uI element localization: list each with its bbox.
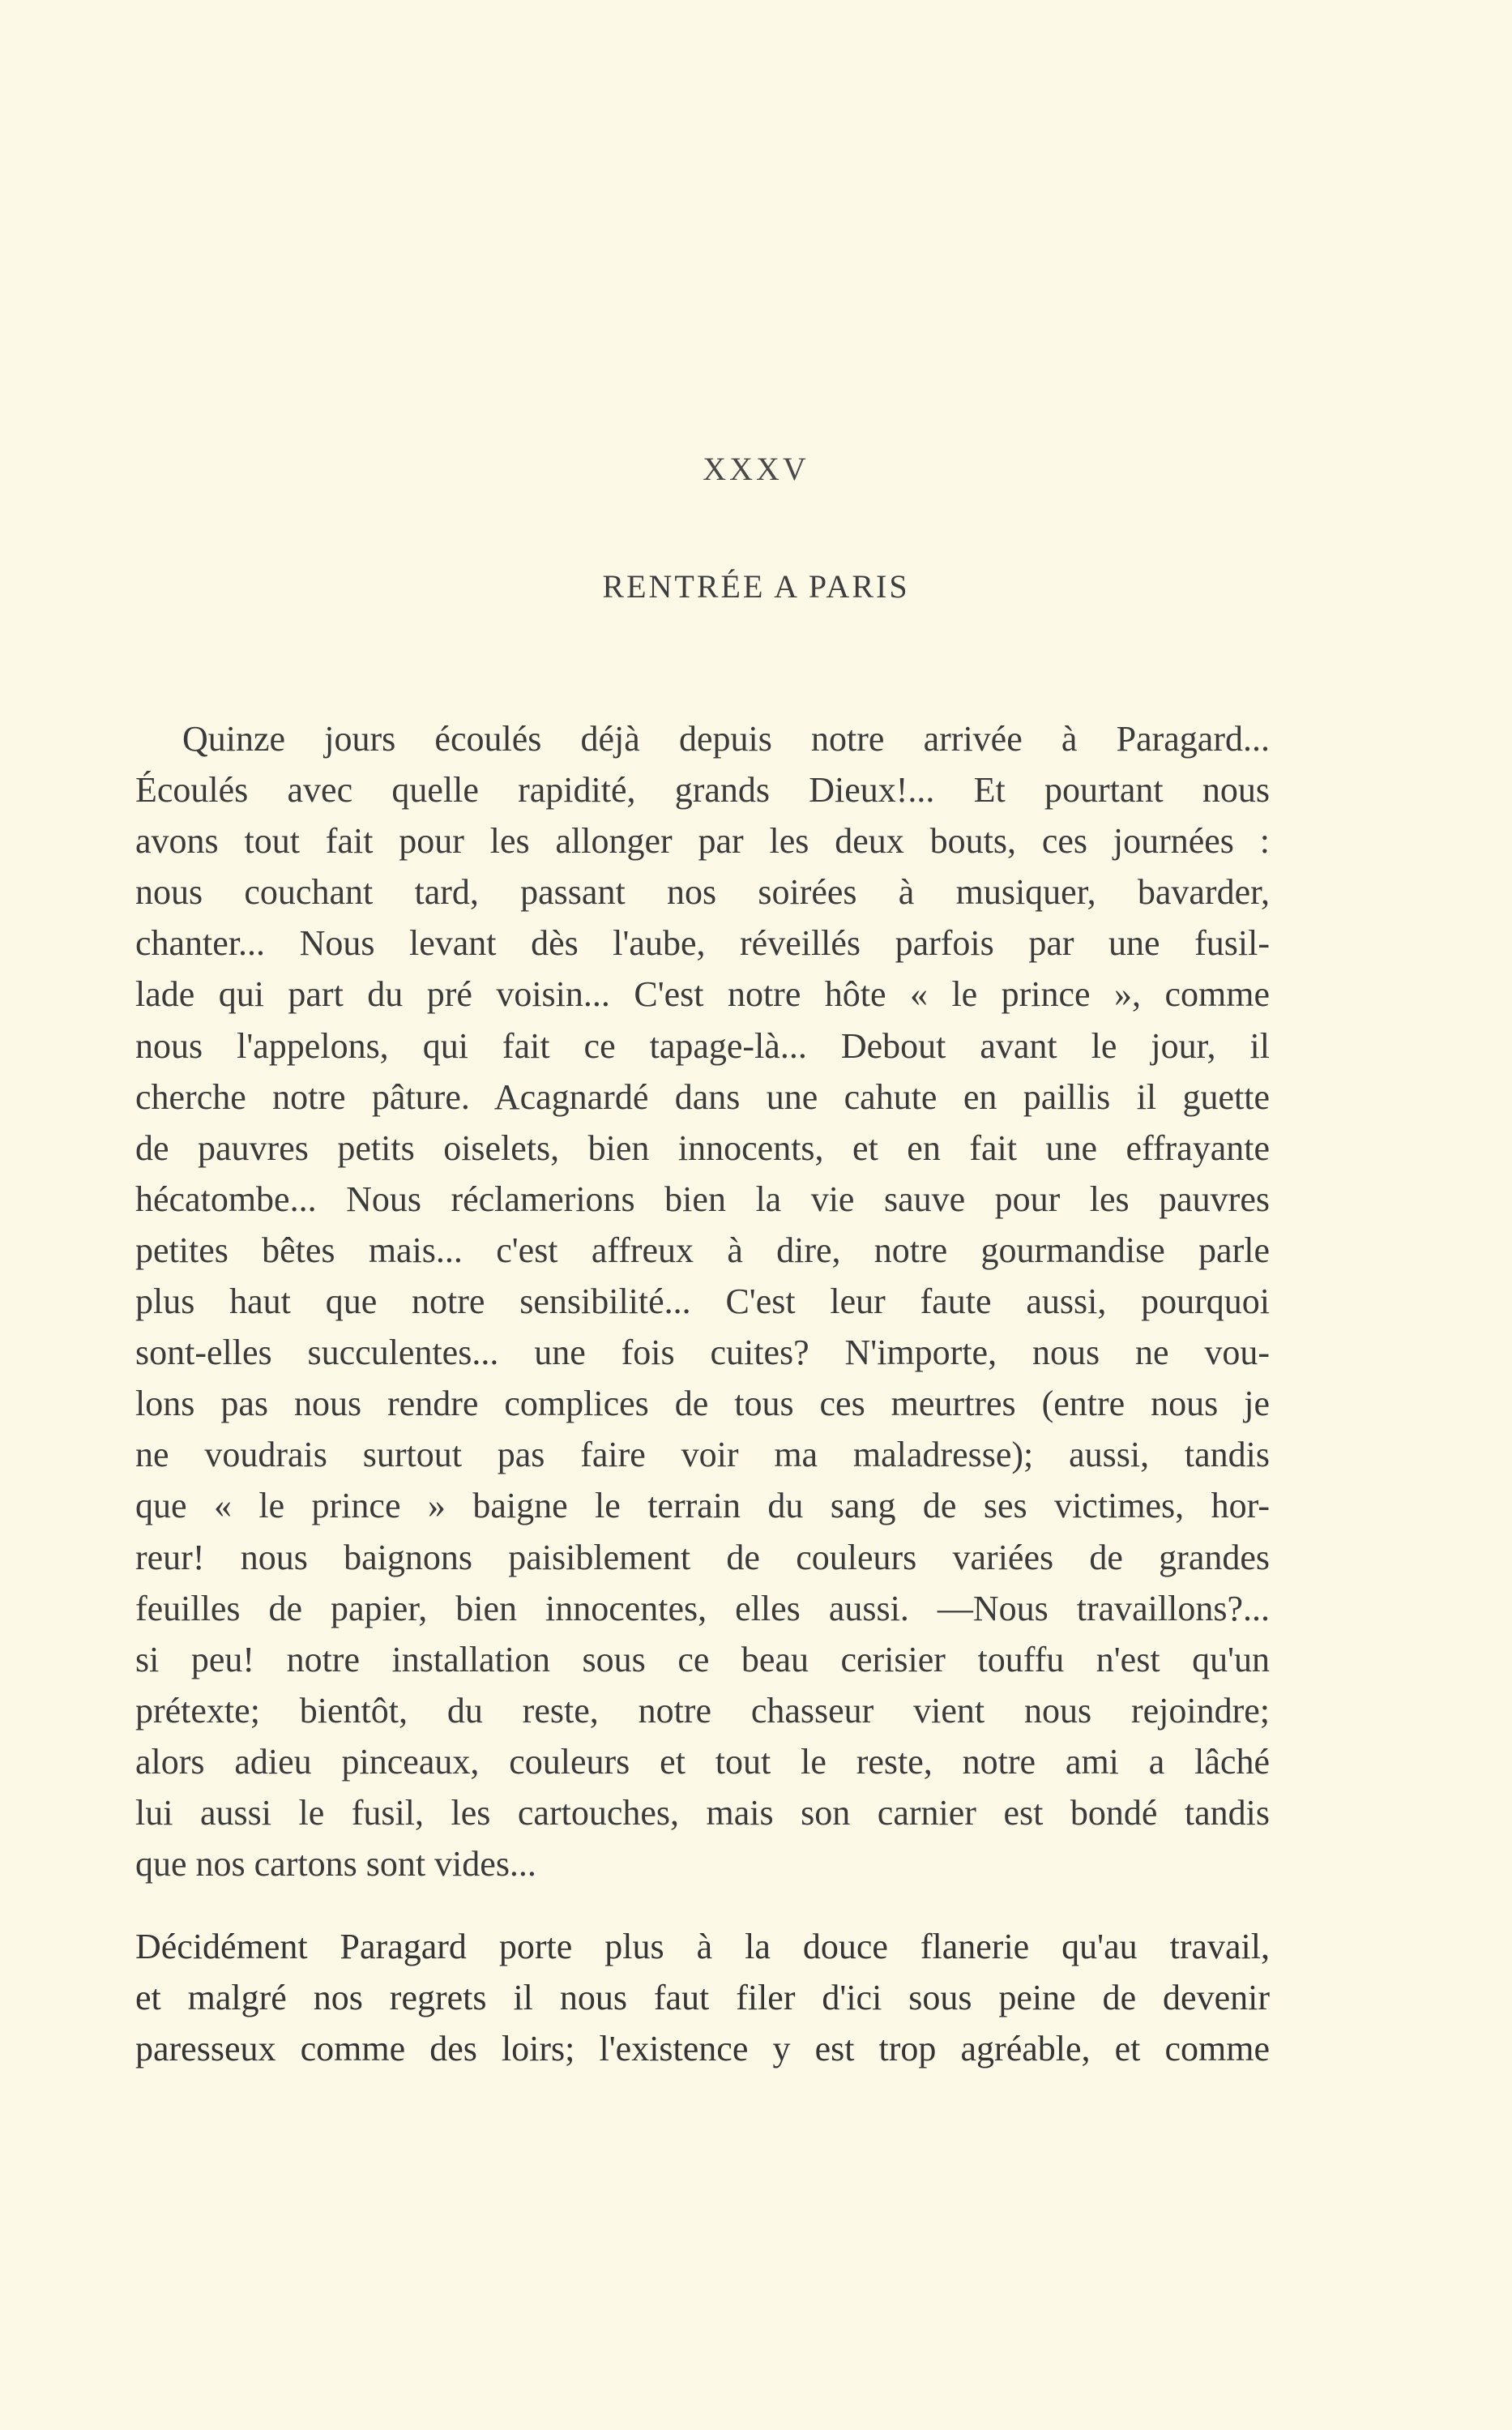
text-line: que nos cartons sont vides... [135,1844,536,1885]
text-line: Décidément Paragard porte plus à la douce flanerie qu'au travail, [135,1927,1270,1966]
text-line: Écoulés avec quelle rapidité, grands Dieux!... Et pourtant nous [135,770,1270,811]
text-line: prétexte; bientôt, du reste, notre chasseur vient nous rejoindre; [135,1690,1270,1731]
text-line: lade qui part du pré voisin... C'est notre hôte « le prince », comme [135,974,1270,1015]
text-line: paresseux comme des loirs; l'existence y est trop agréable, et comme [135,2029,1270,2069]
text-line: plus haut que notre sensibilité... C'est leur faute aussi, pourquoi [135,1281,1270,1322]
paragraph-1 [135,713,1270,1889]
text-line: alors adieu pinceaux, couleurs et tout le reste, notre ami a lâché [135,1741,1270,1782]
text-line: nous l'appelons, qui fait ce tapage-là... Debout avant le jour, il [135,1025,1270,1066]
text-line: et malgré nos regrets il nous faut filer d'ici sous peine de devenir [135,1978,1270,2018]
text-line: sont-elles succulentes... une fois cuites? N'importe, nous ne vou- [135,1333,1270,1373]
text-line: Quinze jours écoulés déjà depuis notre arrivée à Paragard... [182,719,1270,759]
text-line: chanter... Nous levant dès l'aube, réveillés parfois par une fusil- [135,923,1270,964]
text-line: reur! nous baignons paisiblement de couleurs variées de grandes [135,1537,1270,1577]
text-line: si peu! notre installation sous ce beau cerisier touffu n'est qu'un [135,1639,1270,1679]
text-line: ne voudrais surtout pas faire voir ma maladresse); aussi, tandis [135,1435,1270,1475]
text-line: hécatombe... Nous réclamerions bien la vie sauve pour les pauvres [135,1179,1270,1219]
text-line: avons tout fait pour les allonger par les deux bouts, ces journées : [135,821,1270,862]
text-line: lui aussi le fusil, les cartouches, mais son carnier est bondé tandis [135,1792,1270,1833]
text-line: cherche notre pâture. Acagnardé dans une cahute en paillis il guette [135,1076,1270,1117]
text-line: nous couchant tard, passant nos soirées à musiquer, bavarder, [135,872,1270,913]
paragraph-2 [135,1921,1270,2074]
chapter-number: XXXV [703,451,809,487]
chapter-title: RENTRÉE A PARIS [602,568,910,605]
text-line: que « le prince » baigne le terrain du sang de ses victimes, hor- [135,1486,1270,1526]
text-line: de pauvres petits oiselets, bien innocents, et en fait une effrayante [135,1127,1270,1168]
text-line: petites bêtes mais... c'est affreux à dire, notre gourmandise parle [135,1230,1270,1270]
text-line: lons pas nous rendre complices de tous ces meurtres (entre nous je [135,1384,1270,1424]
text-line: feuilles de papier, bien innocentes, elles aussi. —Nous travaillons?... [135,1588,1270,1628]
